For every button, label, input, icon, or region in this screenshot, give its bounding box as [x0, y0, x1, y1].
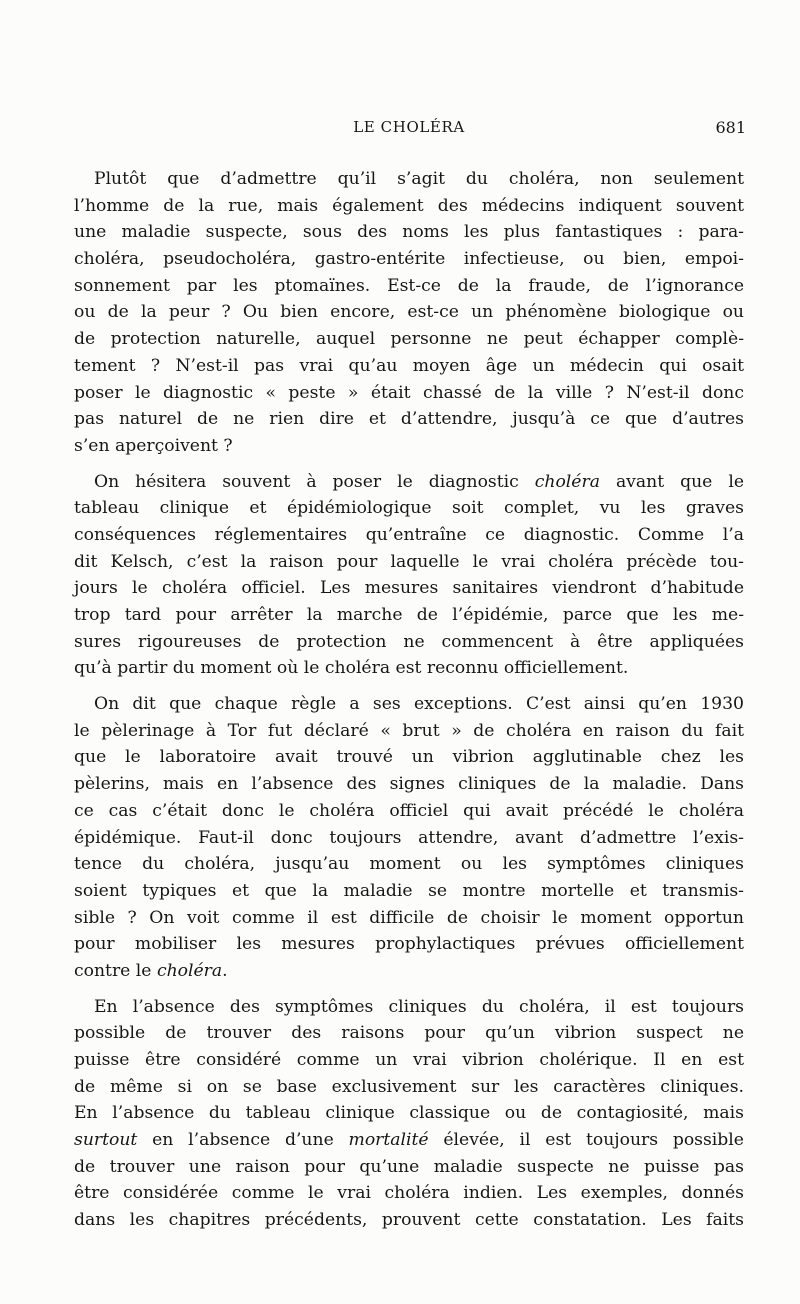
italic-term: choléra — [534, 471, 600, 492]
italic-term: choléra — [156, 960, 223, 981]
paragraph — [74, 691, 744, 985]
text-segment: contre le — [74, 960, 157, 981]
text-line: l’homme de la rue, mais également des médecins indiquent souvent — [74, 195, 744, 216]
text-segment: en l’absence d’une — [137, 1130, 349, 1151]
text-line — [74, 469, 744, 496]
text-line: épidémique. Faut-il donc toujours attendre, avant d’admettre l’exis- — [74, 827, 744, 848]
text-line: que le laboratoire avait trouvé un vibrion agglutinable chez les — [74, 747, 744, 768]
text-line: pour mobiliser les mesures prophylactiques prévues officiellement — [74, 934, 744, 955]
text-line: être considérée comme le vrai choléra indien. Les exemples, donnés — [74, 1183, 744, 1204]
text-line: le pèlerinage à Tor fut déclaré « brut » de choléra en raison du fait — [74, 720, 744, 741]
text-line: sible ? On voit comme il est difficile de choisir le moment opportun — [74, 907, 744, 928]
text-line: dans les chapitres précédents, prouvent cette constatation. Les faits — [74, 1210, 744, 1231]
text-line — [74, 958, 744, 985]
text-line: soient typiques et que la maladie se montre mortelle et transmis- — [74, 880, 744, 901]
paragraph — [74, 469, 744, 683]
text-line: de protection naturelle, auquel personne ne peut échapper complè- — [74, 329, 744, 350]
text-line — [74, 1127, 744, 1154]
text-line: ou de la peur ? Ou bien encore, est-ce un phénomène biologique ou — [74, 302, 744, 323]
text-line: En l’absence des symptômes cliniques du choléra, il est toujours — [94, 996, 744, 1017]
text-line: puisse être considéré comme un vrai vibrion cholérique. Il en est — [74, 1050, 744, 1070]
text-line: possible de trouver des raisons pour qu’un vibrion suspect ne — [74, 1023, 744, 1044]
text-segment: . — [222, 960, 228, 981]
text-line: pèlerins, mais en l’absence des signes cliniques de la maladie. Dans — [74, 774, 744, 795]
text-line: pas naturel de ne rien dire et d’attendre, jusqu’à ce que d’autres — [74, 409, 744, 430]
italic-term: surtout — [74, 1130, 138, 1151]
paragraph — [74, 166, 744, 460]
text-segment: On hésitera souvent à poser le diagnostic — [94, 471, 535, 492]
body-text — [74, 166, 744, 1234]
text-line: Plutôt que d’admettre qu’il s’agit du choléra, non seulement — [94, 169, 744, 189]
text-line: sonnement par les ptomaïnes. Est-ce de la fraude, de l’ignorance — [74, 275, 744, 296]
italic-term: mortalité — [348, 1130, 429, 1151]
text-line: En l’absence du tableau clinique classique ou de contagiosité, mais — [74, 1103, 744, 1124]
text-line: conséquences réglementaires qu’entraîne ce diagnostic. Comme l’a — [74, 524, 744, 545]
running-title: LE CHOLÉRA — [353, 118, 465, 136]
text-line: jours le choléra officiel. Les mesures sanitaires viendront d’habitude — [74, 578, 744, 599]
text-line: tableau clinique et épidémiologique soit complet, vu les graves — [74, 498, 744, 519]
text-line: une maladie suspecte, sous des noms les plus fantastiques : para- — [74, 222, 744, 243]
text-segment: élevée, il est toujours possible — [428, 1130, 744, 1151]
text-line: trop tard pour arrêter la marche de l’épidémie, parce que les me- — [74, 605, 744, 625]
text-line: s’en aperçoivent ? — [74, 435, 233, 456]
text-line: tement ? N’est-il pas vrai qu’au moyen âge un médecin qui osait — [74, 355, 744, 376]
text-line: de trouver une raison pour qu’une maladie suspecte ne puisse pas — [74, 1156, 744, 1177]
text-line: On dit que chaque règle a ses exceptions. C’est ainsi qu’en 1930 — [94, 694, 744, 715]
text-line: tence du choléra, jusqu’au moment ou les symptômes cliniques — [74, 854, 744, 875]
text-line: dit Kelsch, c’est la raison pour laquelle le vrai choléra précède tou- — [74, 551, 744, 572]
text-line: de même si on se base exclusivement sur les caractères cliniques. — [74, 1076, 744, 1097]
paragraph — [74, 994, 744, 1234]
text-segment: avant que le — [599, 471, 745, 492]
text-line: choléra, pseudocholéra, gastro-entérite infectieuse, ou bien, empoi- — [74, 249, 744, 270]
text-line: sures rigoureuses de protection ne commencent à être appliquées — [74, 631, 744, 652]
text-line: poser le diagnostic « peste » était chassé de la ville ? N’est-il donc — [74, 382, 744, 403]
page-number: 681 — [715, 118, 746, 137]
running-header — [72, 118, 746, 144]
text-line: qu’à partir du moment où le choléra est reconnu officiellement. — [74, 658, 629, 679]
text-line: ce cas c’était donc le choléra officiel qui avait précédé le choléra — [74, 800, 744, 821]
